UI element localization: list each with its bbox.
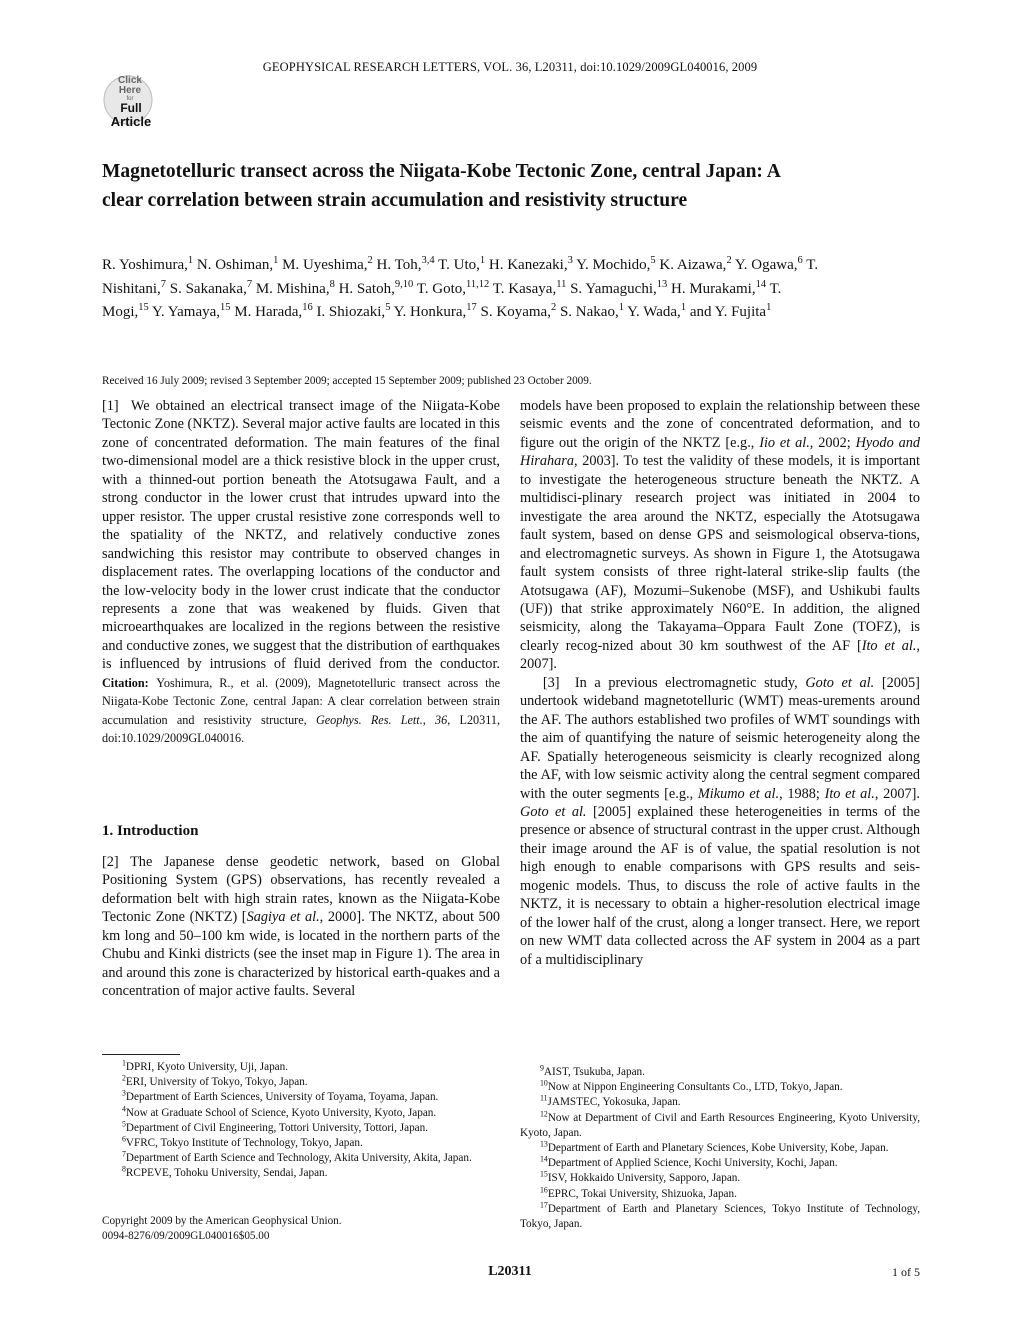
affiliation-text: Now at Graduate School of Science, Kyoto University, Kyoto, Japan.: [125, 1106, 437, 1119]
affiliation-mark: 1: [187, 255, 194, 266]
footnote-rule: [102, 1054, 180, 1055]
affiliation-number: 16: [540, 1184, 548, 1194]
affiliation-number: 9: [540, 1063, 544, 1073]
affiliation-footnote: [520, 1171, 920, 1186]
author-name: S. Koyama,: [480, 304, 551, 320]
affiliation-number: 1: [122, 1058, 126, 1068]
affiliation-number: 10: [540, 1078, 548, 1088]
author-name: T. Nishitani,: [102, 257, 819, 297]
author-name: R. Yoshimura,: [102, 257, 188, 273]
affiliation-mark: 3,4: [421, 255, 435, 266]
affiliation-mark: 15: [220, 302, 231, 313]
affiliation-mark: 1: [680, 302, 687, 313]
affiliation-mark: 6: [797, 255, 803, 266]
affiliation-text: JAMSTEC, Yokosuka, Japan.: [547, 1096, 681, 1109]
affiliation-number: 3: [122, 1088, 126, 1098]
affiliation-footnote: [102, 1060, 500, 1075]
affiliation-mark: 1: [479, 255, 486, 266]
author-name: K. Aizawa,: [659, 257, 727, 273]
affiliation-text: VFRC, Tokyo Institute of Technology, Tokyo, Japan.: [125, 1137, 363, 1150]
affiliation-mark: 3: [567, 255, 573, 266]
affiliation-number: 4: [122, 1103, 126, 1113]
copyright-line: Copyright 2009 by the American Geophysical Union.: [102, 1215, 342, 1227]
full-article-badge-icon: [100, 72, 162, 132]
affiliation-mark: 5: [385, 302, 391, 313]
affiliation-text: Department of Earth and Planetary Sciences, Tokyo Institute of Technology, Tokyo, Japan.: [520, 1202, 920, 1231]
author-name: H. Toh,: [376, 257, 422, 273]
affiliation-number: 5: [122, 1119, 126, 1129]
affiliation-mark: 1: [618, 302, 624, 313]
author-name: T. Mogi,: [102, 280, 782, 320]
affiliation-footnote: [102, 1121, 500, 1136]
affiliation-footnote: [520, 1184, 920, 1202]
affiliation-number: 14: [540, 1154, 548, 1164]
affiliation-text: ERI, University of Tokyo, Tokyo, Japan.: [125, 1076, 308, 1089]
article-id: L20311: [488, 1264, 532, 1279]
affiliation-text: AIST, Tsukuba, Japan.: [543, 1066, 645, 1078]
affiliation-mark: 13: [656, 278, 668, 290]
affiliations-right: [520, 1065, 920, 1232]
affiliation-number: 11: [540, 1093, 548, 1103]
affiliation-footnote: [102, 1136, 500, 1151]
affiliation-number: 12: [540, 1108, 548, 1118]
abstract-text: We obtained an electrical transect image of the Niigata-Kobe Tectonic Zone (NKTZ). Several major active faults are located in this zone of concentrated deformation. The main features of the final two-dimensional model are a thick resistive block in the upper crust, with a thinned-out portion beneath the Atotsugawa Fault, and a strong conductor in the lower crust that intrudes upward into the upper resistor. The upper crustal resistive zone corresponds well to the spatiality of the NKTZ, and relatively conductive zones sandwiching this resistor may contribute to observed changes in displacement rates. The overlapping locations of the conductor and the low-velocity body in the lower crust indicate that the conductor represents a zone that was weakened by fluids. Given that microearthquakes are localized in the regions between the resistive and conductive zones, we suggest that the distribution of earthquakes is influenced by intrusions of fluid derived from the conductor.: [102, 398, 500, 673]
author-name: T. Kasaya,: [492, 280, 557, 297]
affiliation-footnote: [102, 1090, 500, 1105]
affiliation-mark: 2: [550, 302, 557, 313]
affiliation-mark: 1: [766, 302, 772, 313]
affiliation-footnote: [102, 1103, 500, 1121]
logo-line-3: for: [126, 96, 134, 102]
author-name: I. Shiozaki,: [316, 304, 386, 320]
author-name: H. Kanezaki,: [488, 257, 568, 273]
author-name: S. Sakanaka,: [169, 280, 247, 297]
author-name: Y. Yamaya,: [151, 304, 221, 320]
affiliation-text: Now at Department of Civil and Earth Resources Engineering, Kyoto University, Kyoto, Japan.: [520, 1111, 920, 1139]
affiliation-footnote: [520, 1108, 920, 1141]
issn-line: 0094-8276/09/2009GL040016$05.00: [102, 1230, 270, 1243]
affiliation-text: Department of Civil Engineering, Tottori University, Tottori, Japan.: [125, 1121, 429, 1134]
intro-right-column: [520, 397, 920, 969]
affiliations-left: [102, 1060, 500, 1182]
affiliation-number: 17: [540, 1200, 548, 1210]
affiliation-mark: 9,10: [394, 278, 414, 290]
author-name: M. Uyeshima,: [282, 257, 368, 273]
full-article-logo[interactable]: [100, 72, 162, 132]
author-name: N. Oshiman,: [196, 257, 274, 273]
affiliation-footnote: [520, 1202, 920, 1232]
citation-text: Yoshimura, R., et al. (2009), Magnetotelluric transect across the Niigata-Kobe Tectonic Zone, central Japan: A clear correlation between strain accumulation and resistivity structure, Geophys. Res. Lett., 36, L20311, doi:10.1029/2009GL040016.: [102, 675, 501, 746]
affiliation-mark: 14: [755, 278, 767, 290]
logo-line-5: Article: [110, 114, 152, 129]
affiliation-text: Department of Earth Science and Technology, Akita University, Akita, Japan.: [125, 1152, 472, 1165]
affiliation-mark: 5: [650, 255, 656, 266]
affiliation-footnote: [520, 1141, 920, 1156]
intro-paragraph-2: [2] The Japanese dense geodetic network, based on Global Positioning System (GPS) observations, has recently revealed a deformation belt with high strain rates, known as the Niigata-Kobe Tectonic Zone (NKTZ) [Sagiya et al., 2000]. The NKTZ, about 500 km long and 50–100 km wide, is located in the northern parts of the Chubu and Kinki districts (see the inset map in Figure 1). The area in and around this zone is characterized by historical earth-quakes and a concentration of major active faults. Several: [102, 854, 500, 1000]
author-list: [102, 254, 822, 325]
citation-label: Citation:: [102, 675, 149, 690]
author-name: Y. Ogawa,: [734, 257, 798, 273]
author-name: T. Goto,: [416, 280, 467, 297]
affiliation-text: EPRC, Tokai University, Shizuoka, Japan.: [547, 1187, 737, 1200]
author-name: and Y. Fujita: [689, 304, 767, 320]
intro-paragraph-continued: models have been proposed to explain the relationship between these seismic events and the zone of concentrated deformation, and to figure out the origin of the NKTZ [e.g., Iio et al., 2002; Hyodo and Hirahara, 2003]. To test the validity of these models, it is important to investigate the heterogeneous structure beneath the NKTZ. A multidisci-plinary research project was initiated in 2004 to investigate the area around the NKTZ, especially the Atotsugawa fault system, based on dense GPS and seismological observa-tions, and electromagnetic surveys. As shown in Figure 1, the Atotsugawa fault system consists of three right-lateral strike-slip faults (the Atotsugawa (AF), Mozumi–Sukenobe (MSF), and Ushikubi faults (UF)) that strike approximately N60°E. In addition, the aligned seismicity, along the Takayama–Oppara Fault Zone (TOFZ), is clearly recog-nized about 30 km southwest of the AF [Ito et al., 2007].: [520, 398, 921, 673]
affiliation-number: 6: [122, 1134, 126, 1144]
affiliation-number: 8: [122, 1164, 126, 1174]
paper-title: Magnetotelluric transect across the Niigata-Kobe Tectonic Zone, central Japan: A clear correlation between strain accumulation and resistivity structure: [102, 161, 780, 211]
affiliation-footnote: [102, 1075, 500, 1090]
author-name: M. Mishina,: [255, 280, 330, 297]
affiliation-mark: 11: [556, 278, 567, 290]
affiliation-mark: 11,12: [466, 278, 490, 290]
author-name: M. Harada,: [234, 304, 303, 320]
affiliation-mark: 17: [466, 302, 477, 313]
journal-header: GEOPHYSICAL RESEARCH LETTERS, VOL. 36, L20311, doi:10.1029/2009GL040016, 2009: [262, 60, 758, 74]
abstract: [102, 397, 500, 748]
author-name: S. Nakao,: [559, 304, 619, 320]
affiliation-mark: 7: [160, 278, 166, 290]
affiliation-footnote: [102, 1151, 500, 1166]
received-dates: Received 16 July 2009; revised 3 September 2009; accepted 15 September 2009; published 23 October 2009.: [102, 375, 592, 387]
affiliation-number: 15: [540, 1169, 548, 1179]
author-name: Y. Honkura,: [393, 304, 467, 320]
para-number: [1]: [102, 398, 119, 414]
affiliation-text: ISV, Hokkaido University, Sapporo, Japan.: [547, 1172, 741, 1185]
affiliation-footnote: [520, 1095, 920, 1110]
affiliation-number: 2: [122, 1073, 126, 1083]
author-name: H. Satoh,: [338, 280, 395, 297]
author-name: Y. Wada,: [627, 304, 681, 320]
affiliation-mark: 2: [726, 255, 732, 266]
affiliation-text: RCPEVE, Tohoku University, Sendai, Japan.: [125, 1167, 328, 1180]
copyright: [102, 1214, 342, 1244]
intro-paragraph-3: [3] In a previous electromagnetic study, Goto et al. [2005] undertook wideband magnetotelluric (WMT) meas-urements around the AF. The authors established two profiles of WMT soundings with the aim of quantifying the nature of seismic heterogeneity along the AF. Spatially heterogeneous seismicity is clearly recognized along the AF, with low seismic activity along the central segment compared with the outer segments [e.g., Mikumo et al., 1988; Ito et al., 2007]. Goto et al. [2005] explained these heterogeneities in terms of the presence or absence of structural contrast in the upper crust. Although their image around the AF is of value, the spatial resolution is not high enough to enable comparisons with GPS results and seis-mogenic models. Thus, to discuss the role of active faults in the NKTZ, it is necessary to obtain a higher-resolution electrical image of the lower half of the crust, along a longer transect. Here, we report on new WMT data collected across the AF system in 2004 as a part of a multidisciplinary: [520, 674, 921, 968]
affiliation-text: Department of Earth Sciences, University of Toyama, Toyama, Japan.: [125, 1091, 439, 1104]
para-number: [2]: [102, 854, 119, 870]
affiliation-footnote: [102, 1166, 500, 1181]
affiliation-mark: 8: [329, 278, 335, 290]
affiliation-mark: 16: [302, 302, 313, 313]
logo-line-2: Here: [118, 85, 142, 96]
affiliation-mark: 15: [138, 302, 149, 313]
para-number: [3]: [542, 674, 560, 691]
logo-line-1: Click: [118, 75, 142, 86]
author-name: T. Uto,: [438, 257, 480, 273]
page-number: 1 of 5: [892, 1265, 920, 1279]
affiliation-text: Department of Applied Science, Kochi University, Kochi, Japan.: [547, 1157, 838, 1170]
affiliation-footnote: [520, 1080, 920, 1095]
author-name: H. Murakami,: [671, 280, 756, 297]
affiliation-text: Department of Earth and Planetary Sciences, Kobe University, Kobe, Japan.: [547, 1142, 889, 1155]
affiliation-mark: 1: [273, 255, 279, 266]
affiliation-number: 13: [540, 1139, 548, 1149]
affiliation-number: 7: [122, 1149, 126, 1159]
affiliation-footnote: [520, 1065, 920, 1080]
affiliation-footnote: [520, 1156, 920, 1171]
affiliation-mark: 2: [367, 255, 373, 266]
affiliation-mark: 7: [246, 278, 253, 290]
affiliation-text: DPRI, Kyoto University, Uji, Japan.: [125, 1061, 289, 1073]
author-name: S. Yamaguchi,: [570, 280, 657, 297]
author-name: Y. Mochido,: [576, 257, 651, 273]
affiliation-text: Now at Nippon Engineering Consultants Co., LTD, Tokyo, Japan.: [547, 1081, 843, 1094]
section-heading-introduction: 1. Introduction: [102, 823, 199, 839]
logo-line-4: Full: [120, 101, 142, 115]
